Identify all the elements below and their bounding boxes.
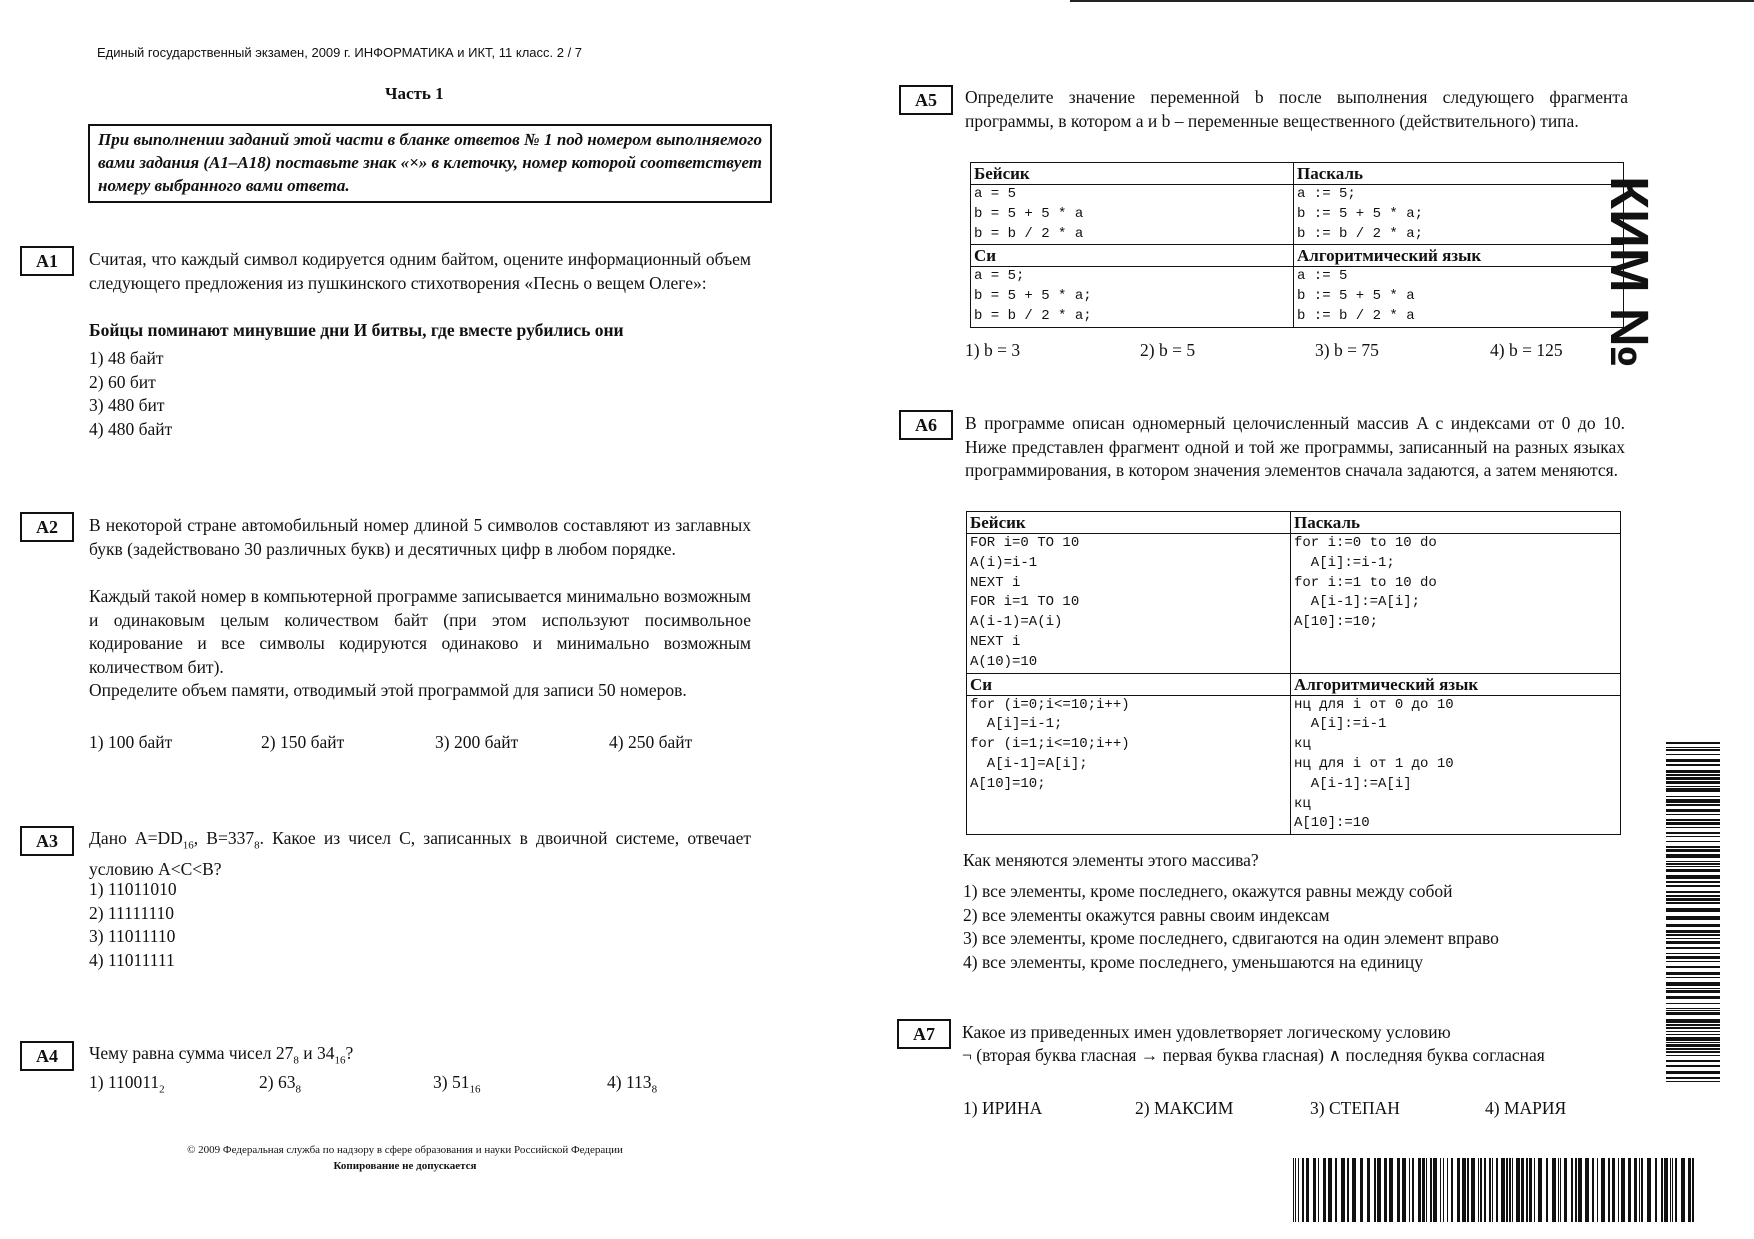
option[interactable]: 4) 250 байт	[609, 732, 693, 752]
question-a5-options	[965, 340, 1563, 361]
question-a2-p2: Каждый такой номер в компьютерной программе записывается минимально возможным и одинаковым целым количеством байт (при этом используют посимвольное кодирование и все символы кодируются одинаково и минимально возможным количеством бит).	[89, 586, 751, 677]
option[interactable]: 3) 11011110	[89, 926, 176, 946]
question-label-a6: А6	[899, 410, 953, 440]
code-alg: a := 5 b := 5 + 5 * a b := b / 2 * a	[1294, 267, 1624, 327]
horizontal-barcode	[1293, 1158, 1698, 1222]
option[interactable]: 1) 48 байт	[89, 348, 164, 368]
option[interactable]: 2) 11111110	[89, 902, 175, 923]
option[interactable]: 1) все элементы, кроме последнего, окажутся равны между собой	[963, 881, 1453, 901]
copyright-footer	[115, 1142, 695, 1174]
question-a6-question: Как меняются элементы этого массива?	[963, 850, 1259, 870]
code-pascal: for i:=0 to 10 do A[i]:=i-1; for i:=1 to 10 do A[i-1]:=A[i]; A[10]:=10;	[1291, 534, 1621, 674]
table-header-pascal: Паскаль	[1294, 163, 1624, 185]
question-a3-options	[89, 878, 177, 972]
copyright-line: © 2009 Федеральная служба по надзору в сфере образования и науки Российской Федерации	[187, 1144, 623, 1156]
option[interactable]: 3) все элементы, кроме последнего, сдвигаются на один элемент вправо	[963, 928, 1499, 948]
table-header-c: Си	[971, 245, 1294, 267]
code-alg: нц для i от 0 до 10 A[i]:=i-1 кц нц для i от 1 до 10 A[i-1]:=A[i] кц A[10]:=10	[1291, 695, 1621, 835]
instruction-box: При выполнении заданий этой части в бланке ответов № 1 под номером выполняемого вами задания (А1–А18) поставьте знак «×» в клеточку, номер которой соответствует номеру выбранного вами ответа.	[88, 124, 772, 203]
part-title: Часть 1	[385, 84, 444, 103]
question-a2-p1: В некоторой стране автомобильный номер длиной 5 символов составляют из заглавных букв (задействовано 30 различных букв) и десятичных цифр в любом порядке.	[89, 515, 751, 559]
table-header-alg: Алгоритмический язык	[1294, 245, 1624, 267]
option[interactable]: 2) b = 5	[1140, 340, 1196, 360]
question-label-a3: А3	[20, 826, 74, 856]
question-label-a1: А1	[20, 246, 74, 276]
question-a6-text: В программе описан одномерный целочисленный массив A с индексами от 0 до 10. Ниже представлен фрагмент одной и той же программы, записанный на разных языках программирования, в котором значения элементов сначала задаются, а затем меняются.	[965, 413, 1625, 480]
table-header-basic: Бейсик	[967, 512, 1291, 534]
table-header-alg: Алгоритмический язык	[1291, 673, 1621, 695]
code-c: a = 5; b = 5 + 5 * a; b = b / 2 * a;	[971, 267, 1294, 327]
question-a3-text: Дано $A=DD_{16}$, $B=337_8$. Какое из чисел C, записанных в двоичной системе, отвечает условию A<C<B?	[89, 828, 751, 879]
option[interactable]: 2) 60 бит	[89, 371, 156, 392]
option[interactable]: 2) МАКСИМ	[1135, 1098, 1234, 1118]
copy-notice: Копирование не допускается	[333, 1160, 477, 1172]
option[interactable]: 3) 200 байт	[435, 732, 519, 752]
option[interactable]: 3) $51_{16}$	[433, 1072, 481, 1096]
option[interactable]: 2) все элементы окажутся равны своим индексам	[963, 904, 1330, 925]
question-a4-options	[89, 1072, 657, 1096]
question-a1-text: Считая, что каждый символ кодируется одним байтом, оцените информационный объем следующего предложения из пушкинского стихотворения «Песнь о вещем Олеге»:	[89, 249, 751, 293]
table-header-basic: Бейсик	[971, 163, 1294, 185]
question-a5-text: Определите значение переменной b после выполнения следующего фрагмента программы, в котором a и b – переменные вещественного (действительного) типа.	[965, 87, 1628, 131]
option[interactable]: 3) 480 бит	[89, 395, 165, 415]
option[interactable]: 1) ИРИНА	[963, 1098, 1043, 1118]
option[interactable]: 4) 11011111	[89, 949, 175, 970]
question-a4-text: Чему равна сумма чисел $27_8$ и $34_{16}$?	[89, 1043, 354, 1067]
option[interactable]: 1) $110011_2$	[89, 1072, 165, 1096]
option[interactable]: 4) b = 125	[1490, 340, 1563, 360]
question-a1-options	[89, 347, 172, 441]
option[interactable]: 1) 100 байт	[89, 732, 173, 752]
option[interactable]: 2) $63_8$	[259, 1072, 301, 1096]
code-table-a5	[970, 162, 1624, 328]
option[interactable]: 3) СТЕПАН	[1310, 1098, 1400, 1118]
table-header-c: Си	[967, 673, 1291, 695]
vertical-barcode	[1666, 742, 1720, 1086]
code-table-a6	[966, 511, 1621, 835]
code-basic: FOR i=0 TO 10 A(i)=i-1 NEXT i FOR i=1 TO 10 A(i-1)=A(i) NEXT i A(10)=10	[967, 534, 1291, 674]
option[interactable]: 4) все элементы, кроме последнего, уменьшаются на единицу	[963, 951, 1424, 972]
option[interactable]: 1) b = 3	[965, 340, 1021, 360]
question-a1-sentence: Бойцы поминают минувшие дни И битвы, где вместе рубились они	[89, 320, 624, 340]
question-label-a5: А5	[899, 85, 953, 115]
code-pascal: a := 5; b := 5 + 5 * a; b := b / 2 * a;	[1294, 185, 1624, 245]
option[interactable]: 4) $113_8$	[607, 1072, 658, 1096]
option[interactable]: 4) 480 байт	[89, 418, 173, 439]
code-basic: a = 5 b = 5 + 5 * a b = b / 2 * a	[971, 185, 1294, 245]
question-a6-options	[963, 880, 1499, 974]
question-label-a4: А4	[20, 1041, 74, 1071]
code-c: for (i=0;i<=10;i++) A[i]=i-1; for (i=1;i<=10;i++) A[i-1]=A[i]; A[10]=10;	[967, 695, 1291, 835]
table-header-pascal: Паскаль	[1291, 512, 1621, 534]
question-label-a7: А7	[897, 1019, 951, 1049]
question-a2-p3: Определите объем памяти, отводимый этой программой для записи 50 номеров.	[89, 680, 687, 700]
kim-number-label: КИМ №	[1599, 176, 1659, 368]
question-a7-options	[963, 1098, 1566, 1119]
option[interactable]: 3) b = 75	[1315, 340, 1379, 360]
question-a7-line1: Какое из приведенных имен удовлетворяет логическому условию	[962, 1022, 1451, 1042]
option[interactable]: 1) 11011010	[89, 879, 177, 899]
page-header: Единый государственный экзамен, 2009 г. ИНФОРМАТИКА и ИКТ, 11 класс. 2 / 7	[97, 45, 583, 60]
question-a7-condition: ¬ (вторая буква гласная → первая буква гласная) ∧ последняя буква согласная	[962, 1045, 1545, 1065]
question-label-a2: А2	[20, 512, 74, 542]
question-a2-options	[89, 732, 692, 753]
page-edge-line	[1070, 0, 1754, 2]
option[interactable]: 4) МАРИЯ	[1485, 1098, 1567, 1118]
option[interactable]: 2) 150 байт	[261, 732, 345, 752]
